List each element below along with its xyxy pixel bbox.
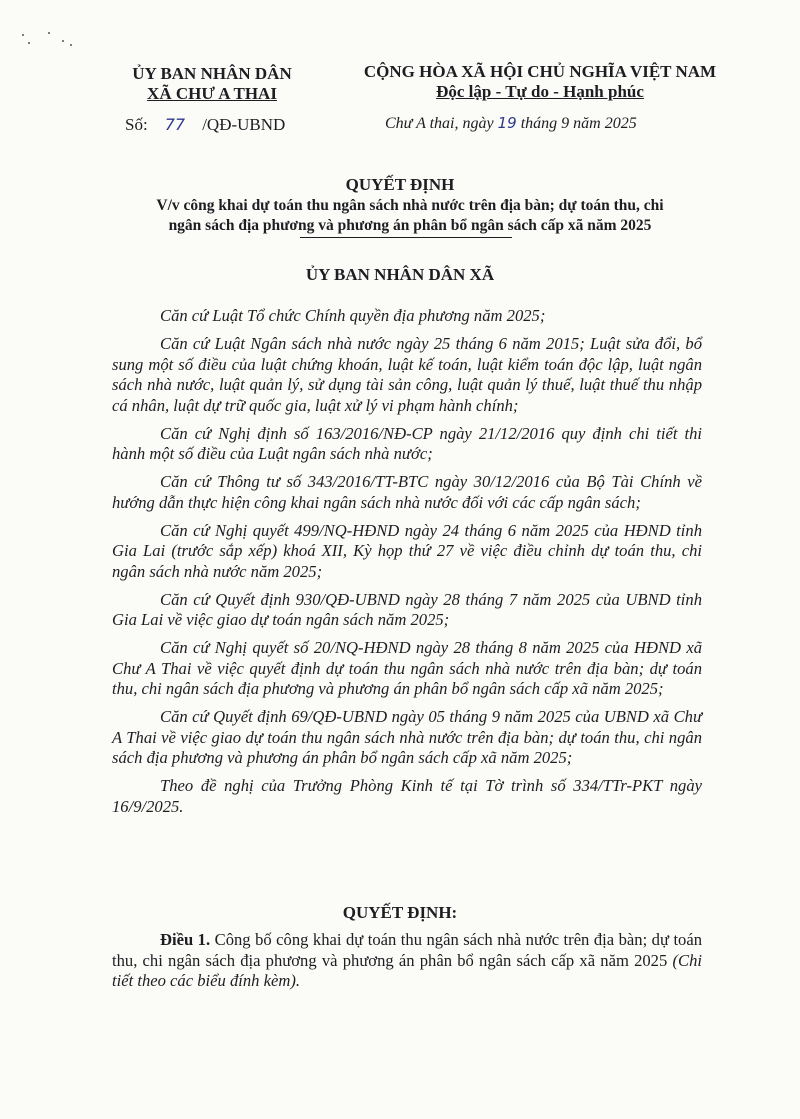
document-title: QUYẾT ĐỊNH	[345, 175, 455, 194]
document-number	[125, 115, 285, 135]
issuer-line-2: XÃ CHƯ A THAI	[147, 84, 277, 103]
legal-basis: Căn cứ Nghị định số 163/2016/NĐ-CP ngày 21/12/2016 quy định chi tiết thi hành một số điều của Luật ngân sách nhà nước;	[112, 423, 702, 463]
national-title-block	[340, 62, 740, 102]
number-handwritten: 77	[164, 115, 186, 134]
scan-artifact	[18, 30, 78, 60]
legal-basis: Căn cứ Nghị quyết số 20/NQ-HĐND ngày 28 tháng 8 năm 2025 của HĐND xã Chư A Thai về việc quyết định dự toán thu ngân sách nhà nước trên địa bàn; dự toán thu, chi ngân sách địa phương và phương án phân bổ ngân sách cấp xã năm 2025;	[112, 638, 702, 698]
committee-heading: ỦY BAN NHÂN DÂN XÃ	[305, 265, 495, 284]
article-1-text: Công bố công khai dự toán thu ngân sách nhà nước trên địa bàn; dự toán thu, chi ngân sách địa phương và phương án phân bổ ngân sách cấp xã năm 2025	[112, 930, 703, 970]
document-date	[385, 114, 637, 133]
article-1-note: (Chi tiết theo các biểu đính kèm).	[112, 950, 702, 990]
article-1-title: Điều 1.	[160, 930, 211, 949]
legal-basis: Căn cứ Luật Ngân sách nhà nước ngày 25 tháng 6 năm 2015; Luật sửa đổi, bổ sung một số điều của luật chứng khoán, luật kế toán, luật kiểm toán độc lập, luật ngân sách nhà nước, luật quản lý, sử dụng tài sản công, luật quản lý thuế, luật thuế thu nhập cá nhân, luật dự trữ quốc gia, luật xử lý vi phạm hành chính;	[112, 334, 702, 415]
legal-basis: Căn cứ Quyết định 69/QĐ-UBND ngày 05 tháng 9 năm 2025 của UBND xã Chư A Thai về việc giao dự toán thu ngân sách nhà nước trên địa bàn; dự toán thu, chi ngân sách địa phương và phương án phân bổ ngân sách cấp xã năm 2025;	[112, 707, 702, 767]
decision-heading: QUYẾT ĐỊNH:	[342, 903, 458, 922]
legal-basis: Theo đề nghị của Trưởng Phòng Kinh tế tại Tờ trình số 334/TTr-PKT ngày 16/9/2025.	[112, 776, 702, 816]
subject-underline	[300, 237, 512, 238]
date-day-handwritten: 19	[497, 114, 517, 132]
date-after-day: tháng 9 năm 2025	[520, 115, 637, 132]
subject-line-1: V/v công khai dự toán thu ngân sách nhà nước trên địa bàn; dự toán thu, chi	[156, 197, 664, 214]
number-suffix: /QĐ-UBND	[202, 115, 286, 134]
legal-bases	[112, 306, 702, 825]
issuer-line-1: ỦY BAN NHÂN DÂN	[132, 64, 292, 83]
national-motto: Độc lập - Tự do - Hạnh phúc	[436, 82, 644, 101]
article-1-paragraph	[112, 930, 702, 992]
legal-basis: Căn cứ Quyết định 930/QĐ-UBND ngày 28 tháng 7 năm 2025 của UBND tỉnh Gia Lai về việc giao dự toán ngân sách năm 2025;	[112, 589, 702, 629]
article-1	[112, 930, 702, 992]
issuer-block	[112, 64, 312, 104]
date-before-day: Chư A thai, ngày	[385, 115, 494, 132]
legal-basis: Căn cứ Luật Tổ chức Chính quyền địa phương năm 2025;	[160, 306, 546, 325]
subject-line-2: ngân sách địa phương và phương án phân bổ ngân sách cấp xã năm 2025	[168, 217, 652, 234]
legal-basis: Căn cứ Thông tư số 343/2016/TT-BTC ngày 30/12/2016 của Bộ Tài Chính về hướng dẫn thực hiện công khai ngân sách nhà nước đối với các cấp ngân sách;	[112, 472, 702, 512]
national-title: CỘNG HÒA XÃ HỘI CHỦ NGHĨA VIỆT NAM	[363, 62, 717, 81]
number-prefix: Số:	[125, 115, 148, 134]
legal-basis: Căn cứ Nghị quyết 499/NQ-HĐND ngày 24 tháng 6 năm 2025 của HĐND tỉnh Gia Lai (trước sắp xếp) khoá XII, Kỳ họp thứ 27 về việc điều chỉnh dự toán thu, chi ngân sách nhà nước năm 2025;	[112, 520, 702, 581]
document-subject	[110, 196, 710, 236]
